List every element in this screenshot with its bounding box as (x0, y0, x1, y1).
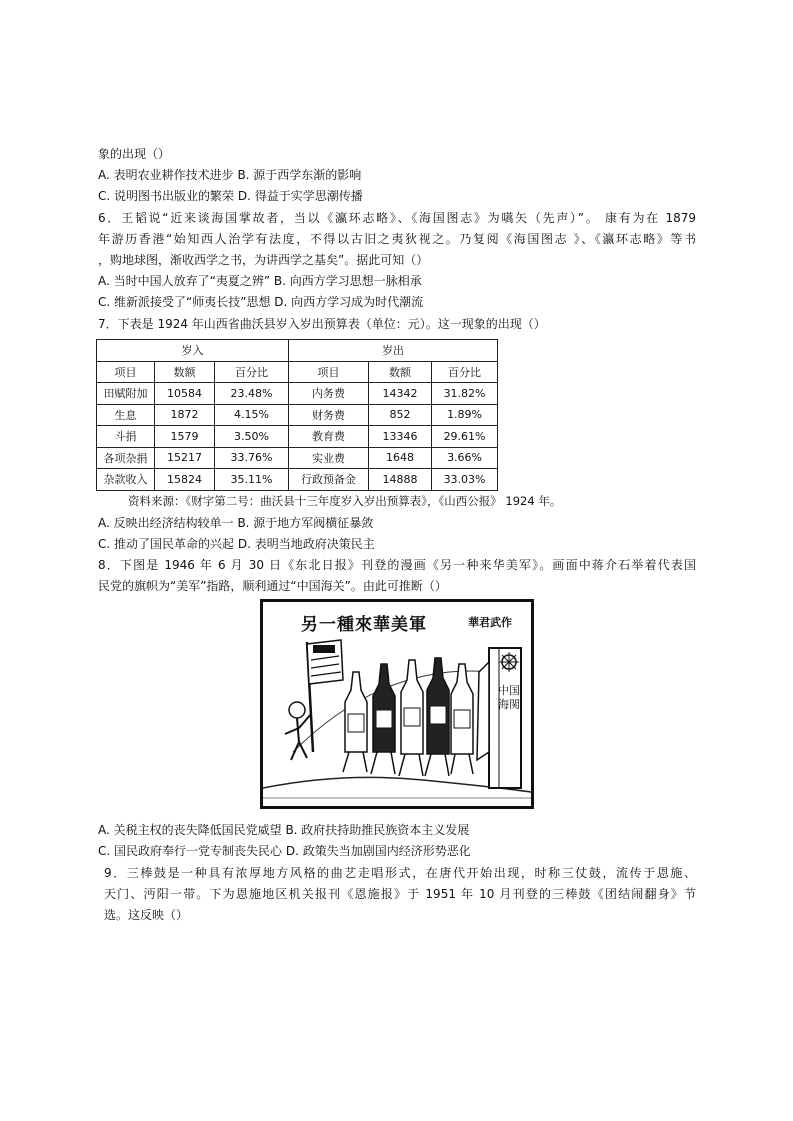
table-cell: 财务费 (289, 404, 369, 426)
table-cell: 33.03% (432, 469, 498, 491)
table-cell: 14888 (369, 469, 432, 491)
expense-header: 岁出 (289, 340, 498, 362)
column-header: 数额 (155, 361, 215, 383)
q7-source: 资料来源：《财字第二号：曲沃县十三年度岁入岁出预算表》，《山西公报》 1924 年。 (128, 494, 562, 508)
q8-options-cd: C. 国民政府奉行一党专制丧失民心 D. 政策失当加剧国内经济形势恶化 (98, 844, 471, 858)
table-cell: 13346 (369, 426, 432, 448)
q8-stem-line1: 8．下图是 1946 年 6 月 30 日《东北日报》刊登的漫画《另一种来华美军》。画面中蒋介石举着代表国 (98, 558, 696, 572)
q9-stem-line1: 9．三棒鼓是一种具有浓厚地方风格的曲艺走唱形式，在唐代开始出现，时称三仗鼓，流传于恩施、 (104, 866, 696, 880)
q5-options-cd: C. 说明图书出版业的繁荣 D. 得益于实学思潮传播 (98, 189, 363, 203)
table-cell: 生息 (97, 404, 155, 426)
table-cell: 15824 (155, 469, 215, 491)
table-cell: 实业费 (289, 447, 369, 469)
table-cell: 田赋附加 (97, 383, 155, 405)
table-cell: 31.82% (432, 383, 498, 405)
column-header: 百分比 (432, 361, 498, 383)
q9-stem-line3: 选。这反映（） (104, 908, 189, 922)
table-cell: 杂款收入 (97, 469, 155, 491)
table-cell: 23.48% (215, 383, 289, 405)
table-group-header-row (97, 340, 498, 362)
column-header: 项目 (289, 361, 369, 383)
q6-stem-line1: 6．王韬说“近来谈海国掌故者，当以《瀛环志略》、《海国图志》为嚆矢（先声）”。 康有为在 1879 (98, 211, 696, 225)
table-cell: 1579 (155, 426, 215, 448)
table-row (97, 404, 498, 426)
table-cell: 852 (369, 404, 432, 426)
table-cell: 29.61% (432, 426, 498, 448)
column-header: 项目 (97, 361, 155, 383)
table-row (97, 469, 498, 491)
table-cell: 1872 (155, 404, 215, 426)
q7-options-ab: A. 反映出经济结构较单一 B. 源于地方军阀横征暴敛 (98, 516, 374, 530)
table-cell: 各项杂捐 (97, 447, 155, 469)
column-header: 百分比 (215, 361, 289, 383)
q8-stem-line2: 民党的旗帜为“美军”指路，顺利通过“中国海关”。由此可推断（） (98, 579, 447, 593)
q9-stem-line2: 天门、沔阳一带。下为恩施地区机关报刊《恩施报》于 1951 年 10 月刊登的三棒鼓《团结闹翻身》节 (104, 887, 696, 901)
table-cell: 1.89% (432, 404, 498, 426)
table-cell: 1648 (369, 447, 432, 469)
income-header: 岁入 (97, 340, 289, 362)
table-cell: 4.15% (215, 404, 289, 426)
q5-stem-end: 象的出现（） (98, 147, 171, 161)
q6-stem-line3: ，购地球图，渐收西学之书，为讲西学之基矣”。据此可知（） (98, 253, 429, 267)
budget-table (96, 339, 498, 491)
table-cell: 斗捐 (97, 426, 155, 448)
table-row (97, 383, 498, 405)
q8-options-ab: A. 关税主权的丧失降低国民党威望 B. 政府扶持助推民族资本主义发展 (98, 823, 470, 837)
q6-stem-line2: 年游历香港“始知西人治学有法度，不得以古旧之夷狄视之。乃复阅《海国图志 》、《瀛环志略》等书 (98, 232, 696, 246)
table-row (97, 426, 498, 448)
table-cell: 15217 (155, 447, 215, 469)
q7-options-cd: C. 推动了国民革命的兴起 D. 表明当地政府决策民主 (98, 537, 375, 551)
table-cell: 3.66% (432, 447, 498, 469)
table-cell: 3.50% (215, 426, 289, 448)
table-cell: 10584 (155, 383, 215, 405)
cartoon-image (260, 599, 534, 809)
q6-options-ab: A. 当时中国人放弃了“夷夏之辨” B. 向西方学习思想一脉相承 (98, 274, 422, 288)
q7-stem: 7．下表是 1924 年山西省曲沃县岁入岁出预算表（单位：元）。这一现象的出现（） (98, 317, 546, 331)
table-cell: 行政预备金 (289, 469, 369, 491)
cartoon-author: 華君武作 (468, 616, 512, 629)
table-column-header-row (97, 361, 498, 383)
q6-options-cd: C. 维新派接受了“师夷长技”思想 D. 向西方学习成为时代潮流 (98, 295, 424, 309)
cartoon-title: 另一種來華美軍 (301, 615, 427, 635)
table-cell: 教育费 (289, 426, 369, 448)
table-row (97, 447, 498, 469)
table-cell: 内务费 (289, 383, 369, 405)
table-cell: 14342 (369, 383, 432, 405)
cartoon-gate-text: 中国海関 (498, 684, 520, 711)
table-cell: 33.76% (215, 447, 289, 469)
q5-options-ab: A. 表明农业耕作技术进步 B. 源于西学东渐的影响 (98, 168, 362, 182)
table-cell: 35.11% (215, 469, 289, 491)
column-header: 数额 (369, 361, 432, 383)
